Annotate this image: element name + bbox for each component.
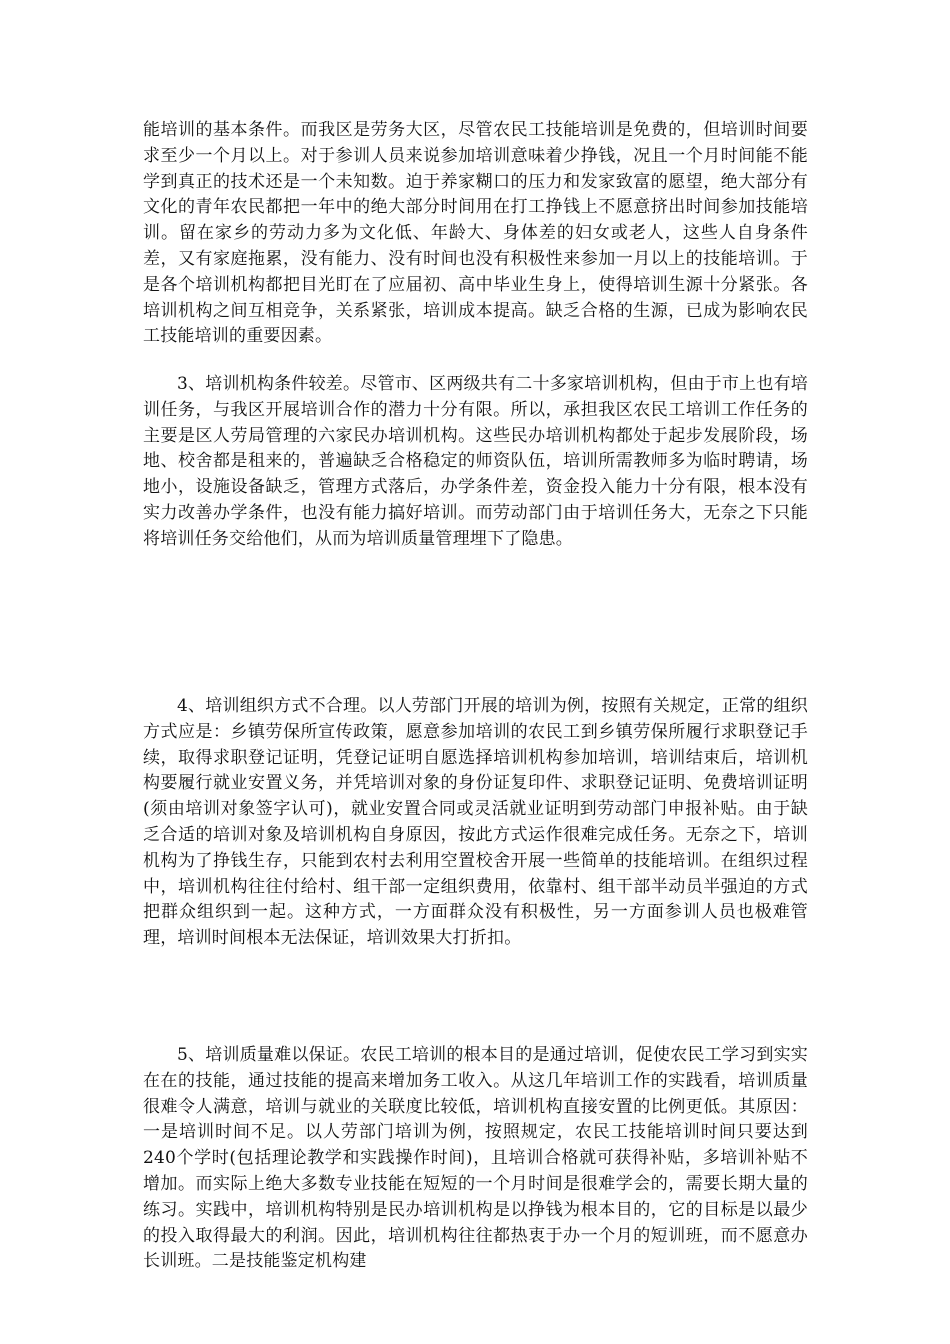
- paragraph-section-4: 4、培训组织方式不合理。以人劳部门开展的培训为例，按照有关规定，正常的组织方式应是：乡镇劳保所宣传政策，愿意参加培训的农民工到乡镇劳保所履行求职登记手续，取得求职登记证明，凭登记证明自愿选择培训机构参加培训，培训结束后，培训机构要履行就业安置义务，并凭培训对象的身份证复印件、求职登记证明、免费培训证明(须由培训对象签字认可)，就业安置合同或灵活就业证明到劳动部门申报补贴。由于缺乏合适的培训对象及培训机构自身原因，按此方式运作很难完成任务。无奈之下，培训机构为了挣钱生存，只能到农村去利用空置校舍开展一些简单的技能培训。在组织过程中，培训机构往往付给村、组干部一定组织费用，依靠村、组干部半动员半强迫的方式把群众组织到一起。这种方式，一方面群众没有积极性，另一方面参训人员也极难管理，培训时间根本无法保证，培训效果大打折扣。: [143, 696, 808, 949]
- paragraph-section-3: 3、培训机构条件较差。尽管市、区两级共有二十多家培训机构，但由于市上也有培训任务，与我区开展培训合作的潜力十分有限。所以，承担我区农民工培训工作任务的主要是区人劳局管理的六家民办培训机构。这些民办培训机构都处于起步发展阶段，场地、校舍都是租来的，普遍缺乏合格稳定的师资队伍，培训所需教师多为临时聘请，场地小，设施设备缺乏，管理方式落后，办学条件差，资金投入能力十分有限，根本没有实力改善办学条件，也没有能力搞好培训。而劳动部门由于培训任务大，无奈之下只能将培训任务交给他们，从而为培训质量管理埋下了隐患。: [143, 374, 808, 549]
- paragraph-section-5: 5、培训质量难以保证。农民工培训的根本目的是通过培训，促使农民工学习到实实在在的技能，通过技能的提高来增加务工收入。从这几年培训工作的实践看，培训质量很难令人满意，培训与就业的关联度比较低，培训机构直接安置的比例更低。其原因：一是培训时间不足。以人劳部门培训为例，按照规定，农民工技能培训时间只要达到240个学时(包括理论教学和实践操作时间)，且培训合格就可获得补贴，多培训补贴不增加。而实际上绝大多数专业技能在短短的一个月时间是很难学会的，需要长期大量的练习。实践中，培训机构特别是民办培训机构是以挣钱为根本目的，它的目标是以最少的投入取得最大的利润。因此，培训机构往往都热衷于办一个月的短训班，而不愿意办长训班。二是技能鉴定机构建: [143, 1045, 808, 1272]
- paragraph-continuation: 能培训的基本条件。而我区是劳务大区，尽管农民工技能培训是免费的，但培训时间要求至少一个月以上。对于参训人员来说参加培训意味着少挣钱，况且一个月时间能不能学到真正的技术还是一个未知数。迫于养家糊口的压力和发家致富的愿望，绝大部分有文化的青年农民都把一年中的绝大部分时间用在打工挣钱上不愿意挤出时间参加技能培训。留在家乡的劳动力多为文化低、年龄大、身体差的妇女或老人，这些人自身条件差，又有家庭拖累，没有能力、没有时间也没有积极性来参加一月以上的技能培训。于是各个培训机构都把目光盯在了应届初、高中毕业生身上，使得培训生源十分紧张。各培训机构之间互相竞争，关系紧张，培训成本提高。缺乏合格的生源，已成为影响农民工技能培训的重要因素。: [143, 120, 808, 347]
